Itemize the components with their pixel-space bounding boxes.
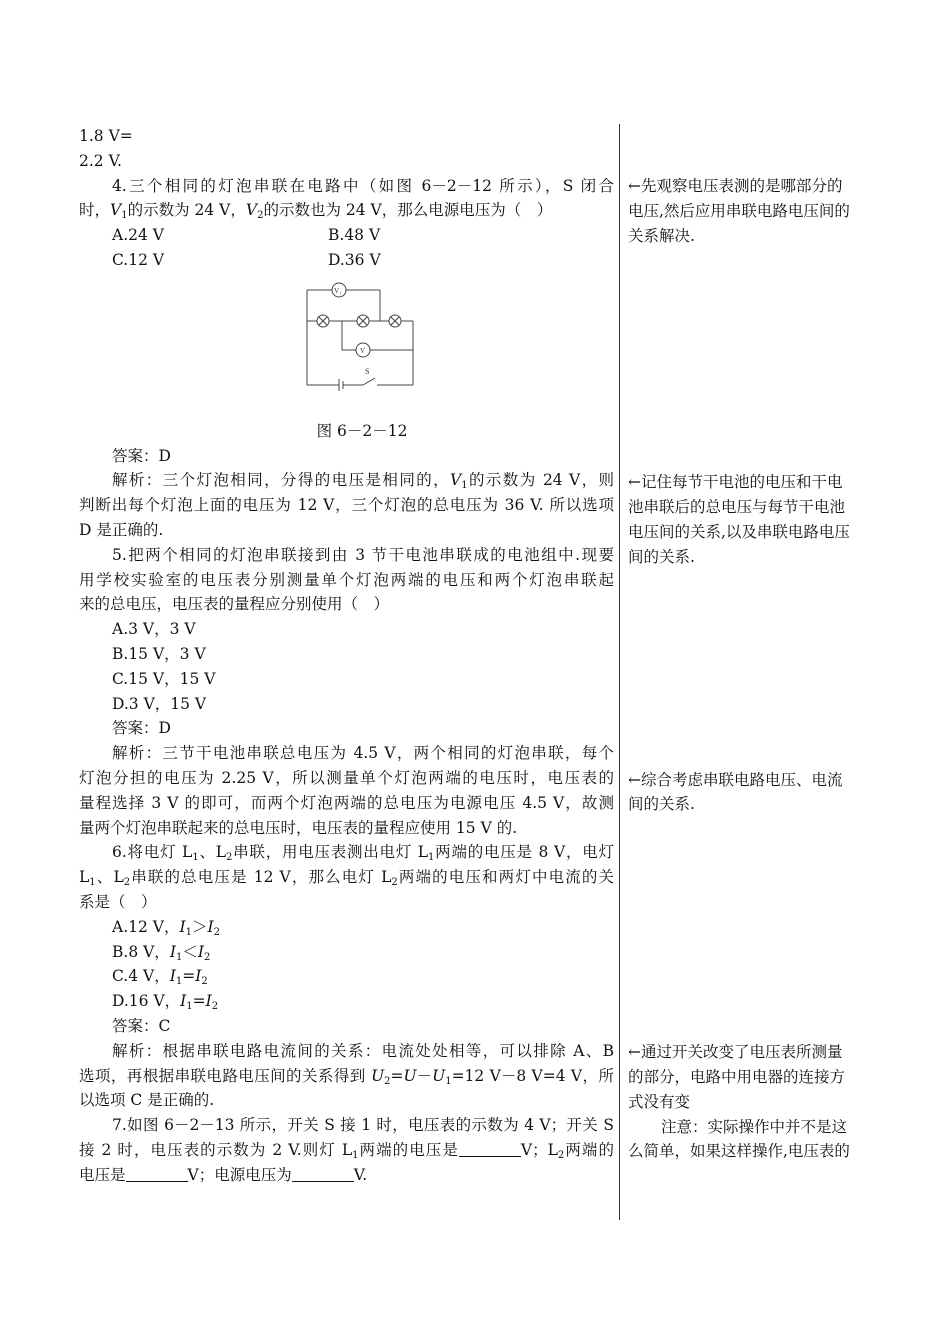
q7-blank-2[interactable]: [126, 1167, 188, 1182]
q4-answer: 答案：D: [112, 446, 171, 465]
note-q5-line-2: 池串联后的总电压与每节干电池: [628, 498, 846, 517]
q6-stem-line-1: 6.将电灯 $L_1$、$L_2$串联，用电压表测出电灯 $L_1$两端的电压是 8 V，电灯: [112, 843, 614, 864]
q5-option-b: B.15 V，3 V: [112, 644, 206, 663]
q7-stem-line-1: 7.如图 6－2－13 所示，开关 S 接 1 时，电压表的示数为 4 V；开关 S: [112, 1116, 614, 1135]
q4-option-b: B.48 V: [328, 226, 381, 245]
note-q4-line-3: 关系解决.: [628, 226, 695, 245]
q6-answer: 答案：C: [112, 1016, 171, 1035]
q7-blank-1[interactable]: [459, 1142, 521, 1157]
q4-options-row-1: [79, 223, 614, 248]
v2-label: V: [360, 346, 366, 355]
q5-option-c: C.15 V，15 V: [112, 669, 216, 688]
q6-option-b: B.8 V，$I_1<I_2$: [112, 942, 211, 963]
q5-option-a: A.3 V，3 V: [112, 620, 196, 639]
q6-stem-line-2: $L_1$、$L_2$串联的总电压是 12 V，那么电灯 $L_2$两端的电压和两灯中电流的关: [79, 868, 614, 889]
q6-option-a: A.12 V，$I_1>I_2$: [112, 917, 220, 938]
q4-option-d: D.36 V: [328, 250, 381, 269]
q7-stem-line-3: 电压是 V；电源电压为 V.: [79, 1165, 368, 1184]
carry-line-2: 2.2 V.: [79, 151, 122, 170]
q7-blank-3[interactable]: [292, 1167, 354, 1182]
q4-options-row-2: [79, 248, 614, 273]
q7-stem-line-2: 接 2 时，电压表的示数为 2 V.则灯 $L_1$两端的电压是 V；$L_2$两端的: [79, 1140, 614, 1161]
column-divider: [619, 124, 620, 1220]
note-q5-line-1: ←记住每节干电池的电压和干电: [628, 473, 843, 492]
circuit-diagram: [305, 281, 420, 391]
note-q5-line-3: 电压间的关系,以及串联电路电压: [628, 522, 850, 541]
q5-answer: 答案：D: [112, 719, 171, 738]
note-warning-line-2: 么简单，如果这样操作,电压表的: [628, 1142, 850, 1161]
note-q7-line-2: 的部分，电路中用电器的连接方: [628, 1067, 846, 1086]
q6-analysis-line-3: 以选项 C 是正确的.: [79, 1091, 215, 1110]
q4-option-c: C.12 V: [112, 250, 165, 269]
q6-stem-line-3: 系是（ ）: [79, 892, 157, 911]
note-q6-line-2: 间的关系.: [628, 795, 695, 814]
side-notes-column: [628, 174, 874, 1164]
note-q4-line-1: ←先观察电压表测的是哪部分的: [628, 177, 843, 195]
note-q6-line-1: ←综合考虑串联电路电压、电流: [628, 770, 843, 789]
note-q4-line-2: 电压,然后应用串联电路电压间的: [628, 201, 850, 220]
q5-analysis-line-3: 量程选择 3 V 的即可，而两个灯泡两端的总电压为电源电压 4.5 V，故测: [79, 793, 614, 812]
note-warning-line-1: 注意：实际操作中并不是这: [661, 1117, 848, 1136]
q5-stem-line-3: 来的总电压，电压表的量程应分别使用（ ）: [79, 595, 390, 614]
q5-analysis-line-2: 灯泡分担的电压为 2.25 V，所以测量单个灯泡两端的电压时，电压表的: [79, 768, 614, 787]
q5-stem-line-1: 5.把两个相同的灯泡串联接到由 3 节干电池串联成的电池组中.现要: [112, 545, 614, 564]
switch-label: S: [365, 366, 370, 376]
q5-stem-line-2: 用学校实验室的电压表分别测量单个灯泡两端的电压和两个灯泡串联起: [79, 570, 614, 589]
q4-stem-line-1: 4.三个相同的灯泡串联在电路中（如图 6－2－12 所示），S 闭合: [112, 176, 614, 195]
q5-analysis-line-1: 解析：三节干电池串联总电压为 4.5 V，两个相同的灯泡串联，每个: [112, 744, 614, 763]
q5-analysis-line-4: 量两个灯泡串联起来的总电压时，电压表的量程应使用 15 V 的.: [79, 818, 518, 837]
q4-stem-line-2: 时，$V_1$的示数为 24 V，$V_2$的示数也为 24 V，那么电源电压为（ ）: [79, 201, 553, 222]
q4-option-a: A.24 V: [112, 226, 164, 245]
note-q5-line-4: 间的关系.: [628, 547, 695, 566]
q6-option-c: C.4 V，$I_1=I_2$: [112, 967, 208, 988]
carry-line-1: 1.8 V=: [79, 127, 133, 145]
figure-caption: 图 6－2－12: [316, 421, 408, 440]
circuit-figure: [79, 273, 614, 419]
q6-analysis-line-2: 选项，再根据串联电路电压间的关系得到 $U_2=U-U_1=12$ V－8 V=4 V，所: [79, 1066, 614, 1087]
note-q7-line-1: ←通过开关改变了电压表所测量: [628, 1043, 843, 1062]
v1-label: V₁: [334, 286, 342, 295]
main-column: [79, 124, 614, 1187]
q5-option-d: D.3 V，15 V: [112, 694, 207, 713]
note-q7-line-3: 式没有变: [628, 1092, 691, 1111]
q6-analysis-line-1: 解析：根据串联电路电流间的关系：电流处处相等，可以排除 A、B: [112, 1041, 614, 1060]
q4-analysis-line-2: 判断出每个灯泡上面的电压为 12 V，三个灯泡的总电压为 36 V. 所以选项: [79, 496, 614, 515]
q4-analysis-line-3: D 是正确的.: [79, 520, 164, 539]
q6-option-d: D.16 V，$I_1=I_2$: [112, 992, 219, 1013]
lamps: [317, 283, 401, 357]
q4-analysis-line-1: 解析：三个灯泡相同，分得的电压是相同的，$V_1$的示数为 24 V，则: [112, 471, 614, 492]
